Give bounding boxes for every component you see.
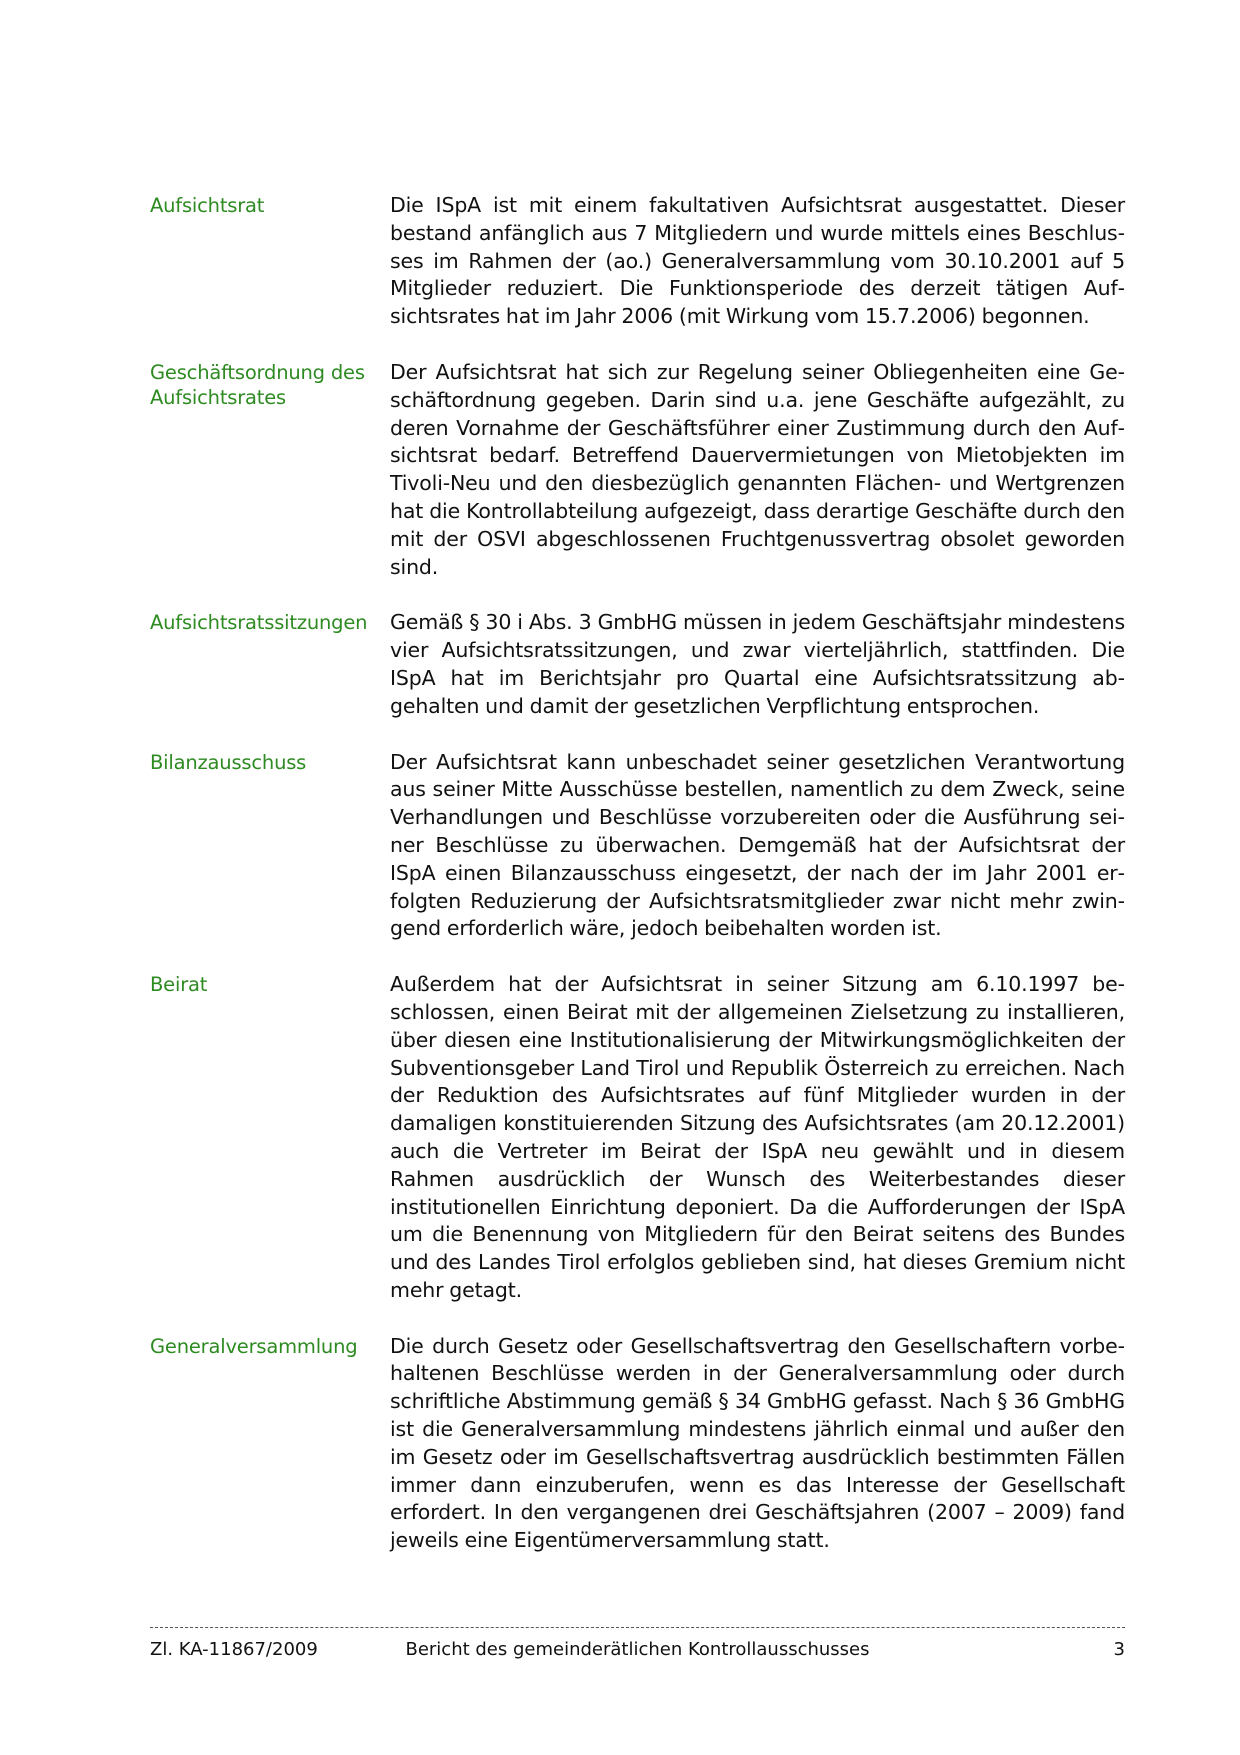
section-bilanzausschuss xyxy=(150,749,1125,944)
section-paragraph: Der Aufsichtsrat hat sich zur Regelung seiner Obliegenheiten eine Geschäftordnung gegeben. Darin sind u.a. jene Geschäfte aufgezählt, zu deren Vornahme der Geschäftsführer einer Zustimmung durch den Aufsichtsrat bedarf. Betreffend Dauervermietungen von Mietobjekten im Tivoli-Neu und den diesbezüglich genannten Flächen- und Wertgrenzen hat die Kontrollabteilung aufgezeigt, dass derartige Geschäfte durch den mit der OSVI abgeschlossenen Fruchtgenussvertrag obsolet geworden sind. xyxy=(390,359,1125,579)
section-geschaeftsordnung xyxy=(150,359,1125,581)
footer-divider xyxy=(150,1627,1125,1628)
margin-label: Aufsichtsratssitzungen xyxy=(150,611,368,635)
page-footer xyxy=(150,1637,1125,1663)
section-generalversammlung xyxy=(150,1333,1125,1555)
section-paragraph: Gemäß § 30 i Abs. 3 GmbHG müssen in jedem Geschäftsjahr mindestens vier Aufsichtsratssitzungen, und zwar vierteljährlich, stattfinden. Die ISpA hat im Berichtsjahr pro Quartal eine Aufsichtsratssitzung abgehalten und damit der gesetzlichen Verpflichtung entsprochen. xyxy=(390,610,1125,718)
footer-title: Bericht des gemeinderätlichen Kontrollausschusses xyxy=(405,1639,870,1660)
section-aufsichtsratssitzungen xyxy=(150,609,1125,720)
margin-label: Bilanzausschuss xyxy=(150,750,307,774)
section-beirat xyxy=(150,971,1125,1305)
margin-label: Generalversammlung xyxy=(150,1334,358,1358)
section-paragraph: Die ISpA ist mit einem fakultativen Aufsichtsrat ausgestattet. Dieser bestand anfänglich aus 7 Mitgliedern und wurde mittels eines Beschlusses im Rahmen der (ao.) Generalversammlung vom 30.10.2001 auf 5 Mitglieder reduziert. Die Funktionsperiode des derzeit tätigen Aufsichtsrates hat im Jahr 2006 (mit Wirkung vom 15.7.2006) begonnen. xyxy=(390,193,1125,329)
section-paragraph: Der Aufsichtsrat kann unbeschadet seiner gesetzlichen Verantwortung aus seiner Mitte Ausschüsse bestellen, namentlich zu dem Zweck, seine Verhandlungen und Beschlüsse vorzubereiten oder die Ausführung seiner Beschlüsse zu überwachen. Demgemäß hat der Aufsichtsrat der ISpA einen Bilanzausschuss eingesetzt, der nach der im Jahr 2001 erfolgten Reduzierung der Aufsichtsratsmitglieder zwar nicht mehr zwingend erforderlich wäre, jedoch beibehalten worden ist. xyxy=(390,749,1125,941)
section-paragraph: Die durch Gesetz oder Gesellschaftsvertrag den Gesellschaftern vorbehaltenen Beschlüsse werden in der Generalversammlung oder durch schriftliche Abstimmung gemäß § 34 GmbHG gefasst. Nach § 36 GmbHG ist die Generalversammlung mindestens jährlich einmal und außer den im Gesetz oder im Gesellschaftsvertrag ausdrücklich bestimmten Fällen immer dann einzuberufen, wenn es das Interesse der Gesellschaft erfordert. In den vergangenen drei Geschäftsjahren (2007 – 2009) fand jeweils eine Eigentümerversammlung statt. xyxy=(390,1333,1125,1553)
section-paragraph: Außerdem hat der Aufsichtsrat in seiner Sitzung am 6.10.1997 beschlossen, einen Beirat mit der allgemeinen Zielsetzung zu installieren, über diesen eine Institutionalisierung der Mitwirkungsmöglichkeiten der Subventionsgeber Land Tirol und Republik Österreich zu erreichen. Nach der Reduktion des Aufsichtsrates auf fünf Mitglieder wurden in der damaligen konstituierenden Sitzung des Aufsichtsrates (am 20.12.2001) auch die Vertreter im Beirat der ISpA neu gewählt und in diesem Rahmen ausdrücklich der Wunsch des Weiterbestandes dieser institutionellen Einrichtung deponiert. Da die Aufforderungen der ISpA um die Benennung von Mitgliedern für den Beirat seitens des Bundes und des Landes Tirol erfolglos geblieben sind, hat dieses Gremium nicht mehr getagt. xyxy=(390,972,1125,1302)
footer-reference: Zl. KA-11867/2009 xyxy=(150,1639,318,1660)
section-aufsichtsrat xyxy=(150,192,1125,331)
report-body xyxy=(150,192,1125,1583)
margin-label: Beirat xyxy=(150,973,208,997)
margin-label: Geschäftsordnung des Aufsichtsrates xyxy=(150,360,365,409)
page-number: 3 xyxy=(1113,1639,1125,1660)
margin-label: Aufsichtsrat xyxy=(150,194,265,217)
